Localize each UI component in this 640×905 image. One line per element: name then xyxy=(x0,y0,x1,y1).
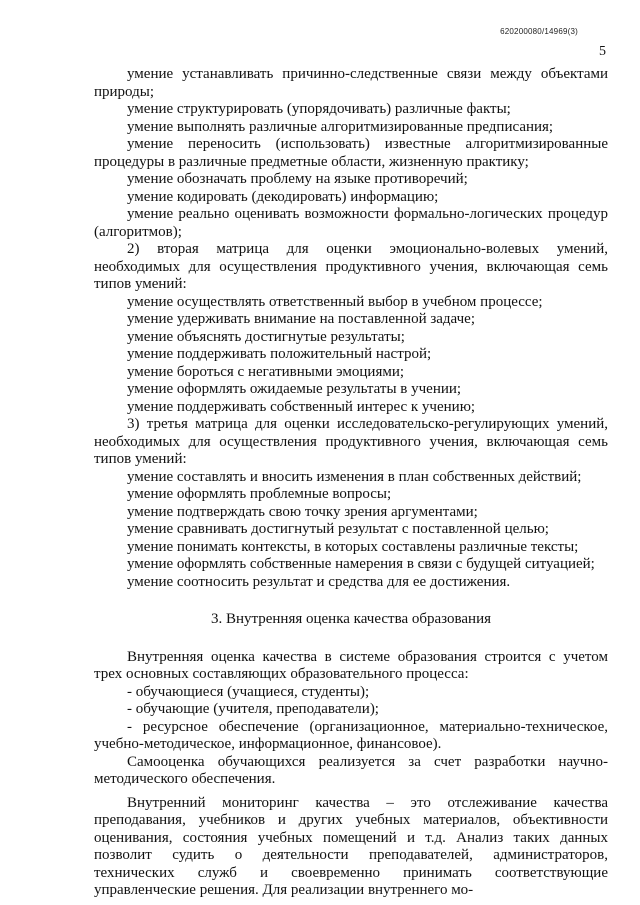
paragraph: Внутренняя оценка качества в системе образования строится с учетом трех основных составляющих образовательного процесса: xyxy=(94,648,608,682)
paragraph: умение устанавливать причинно-следственные связи между объектами природы; xyxy=(94,66,608,100)
document-id: 620200080/14969(3) xyxy=(500,27,578,36)
paragraph: умение оформлять собственные намерения в связи с будущей ситуацией; xyxy=(127,556,595,572)
paragraph: умение бороться с негативными эмоциями; xyxy=(127,363,405,380)
paragraph: умение выполнять различные алгоритмизированные предписания; xyxy=(127,118,554,135)
paragraph: умение оформлять проблемные вопросы; xyxy=(127,486,392,502)
document-body xyxy=(94,66,608,900)
paragraph: - ресурсное обеспечение (организационное, материально-техническое, учебно-методическое, информационное, финансовое). xyxy=(94,718,608,752)
paragraph: умение сравнивать достигнутый результат с поставленной целью; xyxy=(127,521,549,537)
paragraph: умение соотносить результат и средства для ее достижения. xyxy=(127,573,511,590)
paragraph: умение подтверждать свою точку зрения аргументами; xyxy=(127,503,478,520)
paragraph: умение переносить (использовать) известные алгоритмизированные процедуры в различные предметные области, жизненную практику; xyxy=(94,136,608,170)
section-heading: 3. Внутренняя оценка качества образования xyxy=(210,611,492,627)
paragraph: - обучающие (учителя, преподаватели); xyxy=(127,701,379,717)
paragraph: умение поддерживать положительный настрой; xyxy=(127,346,432,362)
paragraph: умение составлять и вносить изменения в план собственных действий; xyxy=(127,468,582,485)
paragraph: 2) вторая матрица для оценки эмоционально-волевых умений, необходимых для осуществления продуктивного учения, включающая семь типов умений: xyxy=(94,241,608,292)
paragraph: умение кодировать (декодировать) информацию; xyxy=(127,188,439,205)
paragraph: - обучающиеся (учащиеся, студенты); xyxy=(127,683,370,700)
paragraph: Самооценка обучающихся реализуется за счет разработки научно-методического обеспечения. xyxy=(94,753,608,787)
paragraph: Внутренний мониторинг качества – это отслеживание качества преподавания, учебников и других учебных материалов, объективности оценивания, состояния учебных помещений и т.д. Анализ таких данных позволит судить о деятельности преподавателей, администраторов, технических служб и своевременно принимать соответствующие управленческие решения. Для реализации внутреннего мо- xyxy=(94,794,608,898)
paragraph: умение осуществлять ответственный выбор в учебном процессе; xyxy=(127,293,543,310)
paragraph: умение удерживать внимание на поставленной задаче; xyxy=(127,311,475,327)
page-number: 5 xyxy=(599,44,606,59)
paragraph: 3) третья матрица для оценки исследовательско-регулирующих умений, необходимых для осуществления продуктивного учения, включающая семь типов умений: xyxy=(94,416,608,467)
paragraph: умение оформлять ожидаемые результаты в учении; xyxy=(127,381,462,397)
paragraph: умение объяснять достигнутые результаты; xyxy=(127,328,405,345)
paragraph: умение понимать контексты, в которых составлены различные тексты; xyxy=(127,538,579,555)
paragraph: умение поддерживать собственный интерес к учению; xyxy=(127,398,476,415)
paragraph: умение обозначать проблему на языке противоречий; xyxy=(127,171,468,187)
paragraph: умение структурировать (упорядочивать) различные факты; xyxy=(127,101,511,117)
paragraph: умение реально оценивать возможности формально-логических процедур (алгоритмов); xyxy=(94,206,608,240)
